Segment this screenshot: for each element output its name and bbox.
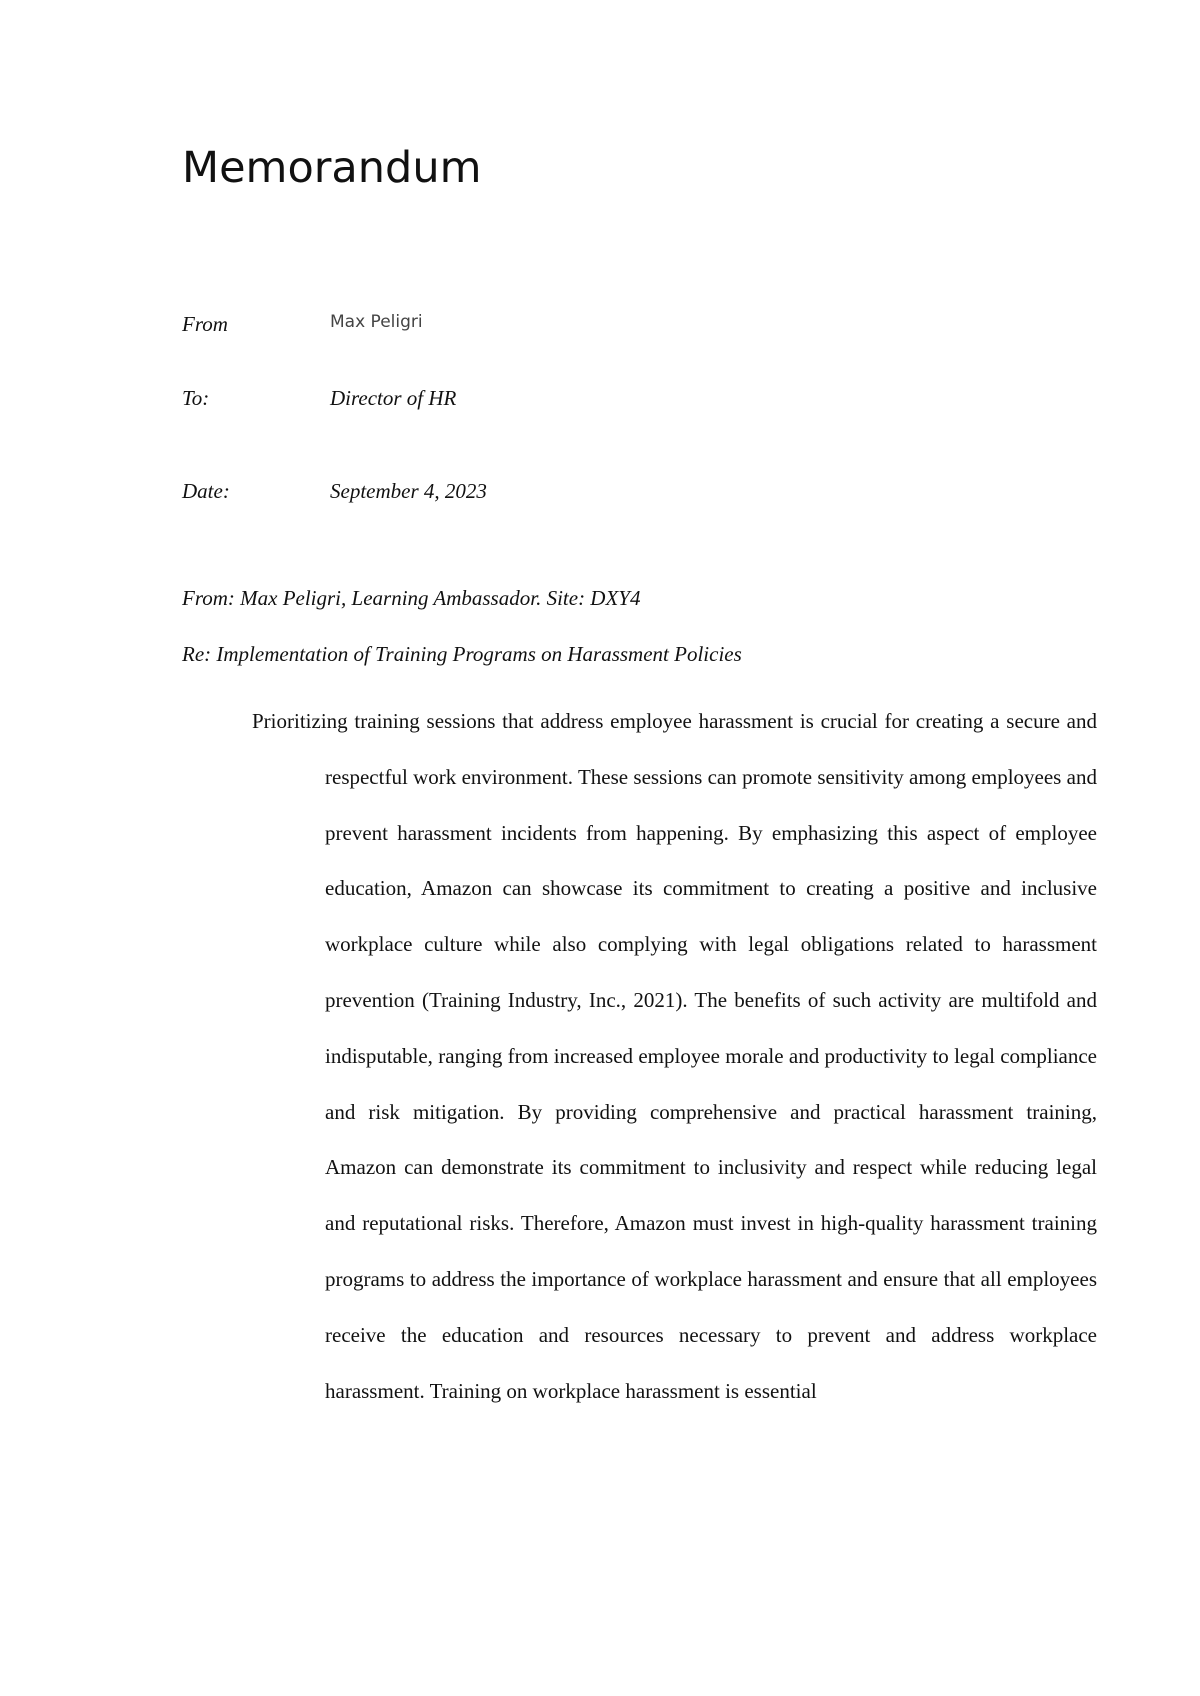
to-value: Director of HR (330, 386, 457, 410)
from-value: Max Peligri (330, 312, 423, 332)
date-value: September 4, 2023 (330, 479, 487, 503)
from-label: From (182, 312, 228, 336)
date-label: Date: (182, 479, 230, 503)
to-label: To: (182, 386, 210, 410)
from-sender-line: From: Max Peligri, Learning Ambassador. Site: DXY4 (182, 586, 641, 610)
memo-title: Memorandum (182, 143, 482, 193)
body-paragraph: Prioritizing training sessions that address employee harassment is crucial for creating a secure and respectful work environment. These sessions can promote sensitivity among employees and prevent harassment incidents from happening. By emphasizing this aspect of employee education, Amazon can showcase its commitment to creating a positive and inclusive workplace culture while also complying with legal obligations related to harassment prevention (Training Industry, Inc., 2021). The benefits of such activity are multifold and indisputable, ranging from increased employee morale and productivity to legal compliance and risk mitigation. By providing comprehensive and practical harassment training, Amazon can demonstrate its commitment to inclusivity and respect while reducing legal and reputational risks. Therefore, Amazon must invest in high-quality harassment training programs to address the importance of workplace harassment and ensure that all employees receive the education and resources necessary to prevent and address workplace harassment. Training on workplace harassment is essential (252, 709, 1097, 1403)
subject-line: Re: Implementation of Training Programs on Harassment Policies (182, 642, 742, 666)
